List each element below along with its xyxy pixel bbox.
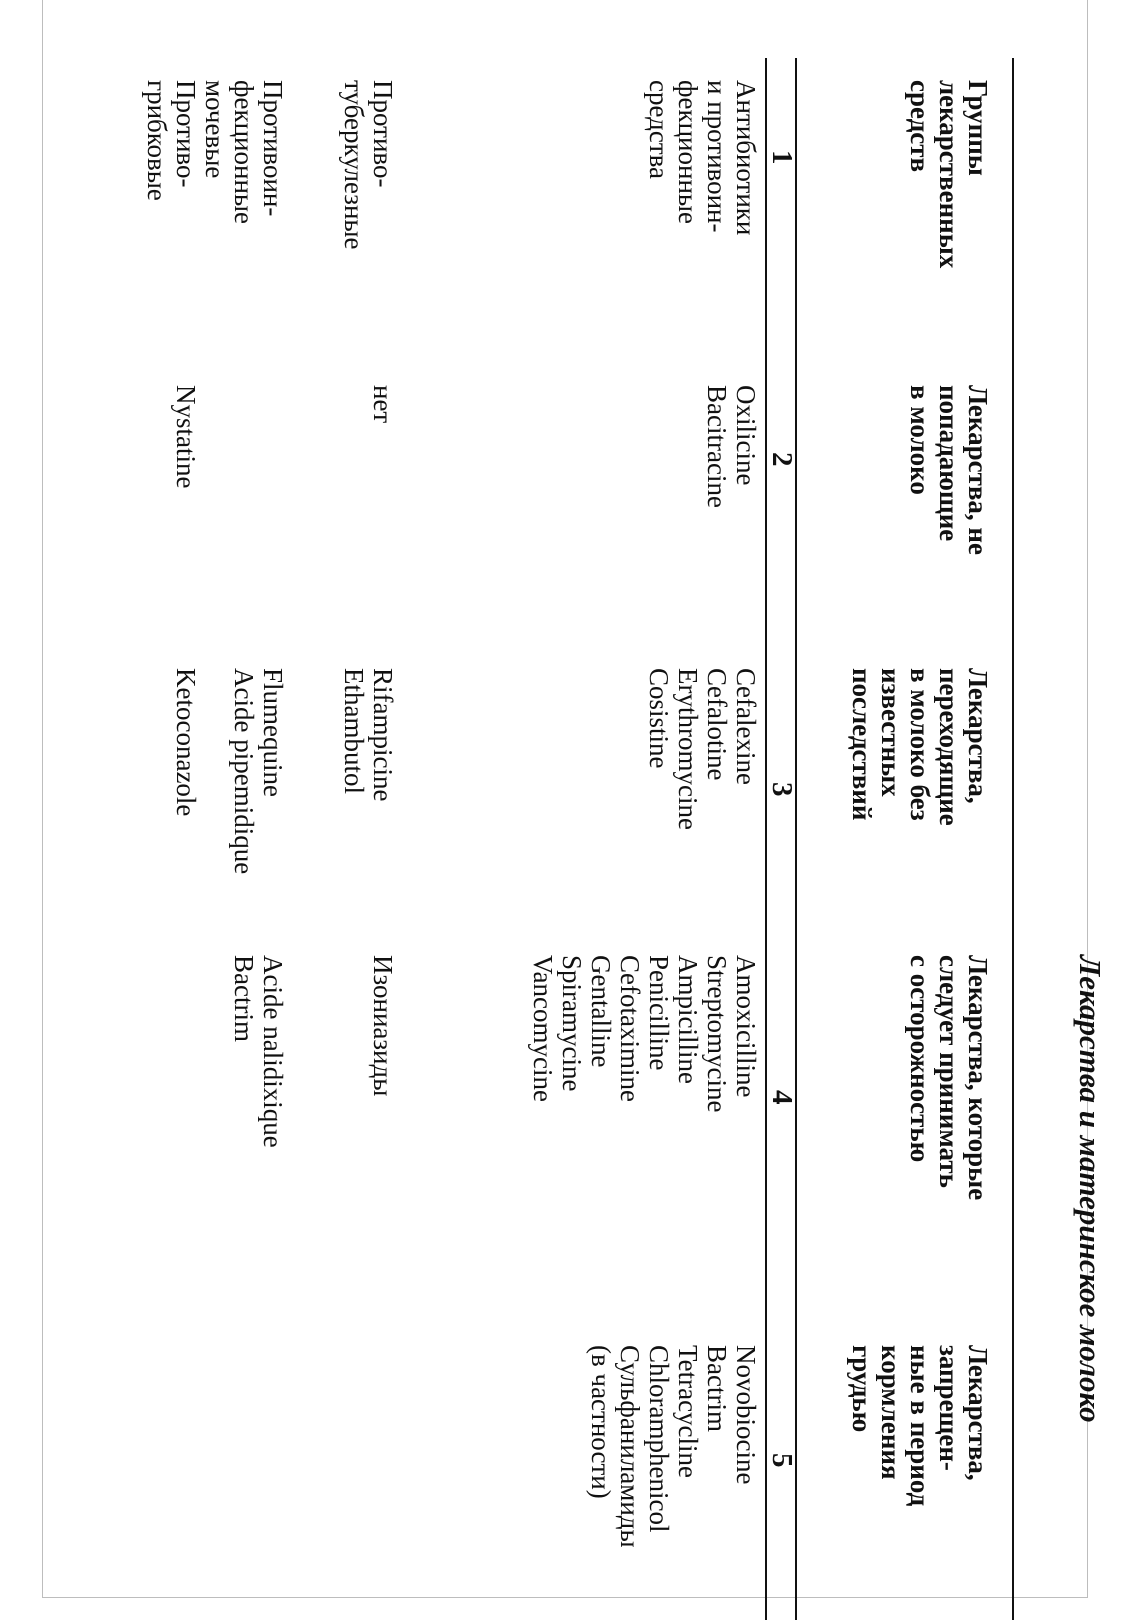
- row-tuberculosis-not-in-milk: нет: [368, 385, 398, 424]
- header-caution: Лекарства, которые следует принимать с осторожностью: [905, 955, 993, 1201]
- row-antibiotics-caution: Amoxicilline Streptomycine Ampicilline Penicilline Cefotaximine Gentalline Spiramycine Vancomycine: [528, 955, 761, 1113]
- column-number-1: 1: [766, 150, 798, 165]
- row-antifungal-no-effect: Ketoconazole: [171, 668, 201, 817]
- row-urinary-caution: Acide nalidixique Bactrim: [229, 955, 288, 1148]
- column-number-rule: [765, 58, 767, 1620]
- document-title: Лекарства и материнское молоко: [1073, 955, 1108, 1423]
- row-antifungal-not-in-milk: Nystatine: [171, 385, 201, 489]
- table-top-rule: [1012, 58, 1014, 1620]
- header-forbidden: Лекарства, запрещен- ные в период кормления грудью: [847, 1345, 993, 1507]
- column-number-3: 3: [766, 782, 798, 797]
- header-groups: Группы лекарственных средств: [905, 80, 993, 269]
- header-bottom-rule: [795, 58, 797, 1620]
- row-antibiotics-not-in-milk: Oxilicine Bacitracine: [702, 385, 761, 508]
- row-antibiotics-forbidden: Novobiocine Bactrim Tetracycline Chloramphenicol Сульфаниламиды (в частности): [586, 1345, 761, 1548]
- row-urinary-group: Противоин- фекционные мочевые: [200, 80, 288, 225]
- row-antibiotics-no-effect: Cefalexine Cefalotine Erythromycine Cosistine: [644, 668, 761, 830]
- row-urinary-no-effect: Flumequine Acide pipemidique: [229, 668, 288, 875]
- header-not-in-milk: Лекарства, не попадающие в молоко: [905, 385, 993, 555]
- row-antibiotics-group: Антибиотики и противоин- фекционные средства: [644, 80, 761, 236]
- header-no-effect: Лекарства, переходящие в молоко без известных последствий: [847, 668, 993, 826]
- row-antifungal-group: Противо- грибковые: [142, 80, 201, 201]
- column-number-2: 2: [766, 452, 798, 467]
- row-tuberculosis-caution: Изониазиды: [368, 955, 398, 1097]
- column-number-5: 5: [766, 1453, 798, 1468]
- column-number-4: 4: [766, 1090, 798, 1105]
- row-tuberculosis-group: Противо- туберкулезные: [339, 80, 398, 250]
- row-tuberculosis-no-effect: Rifampicine Ethambutol: [339, 668, 398, 802]
